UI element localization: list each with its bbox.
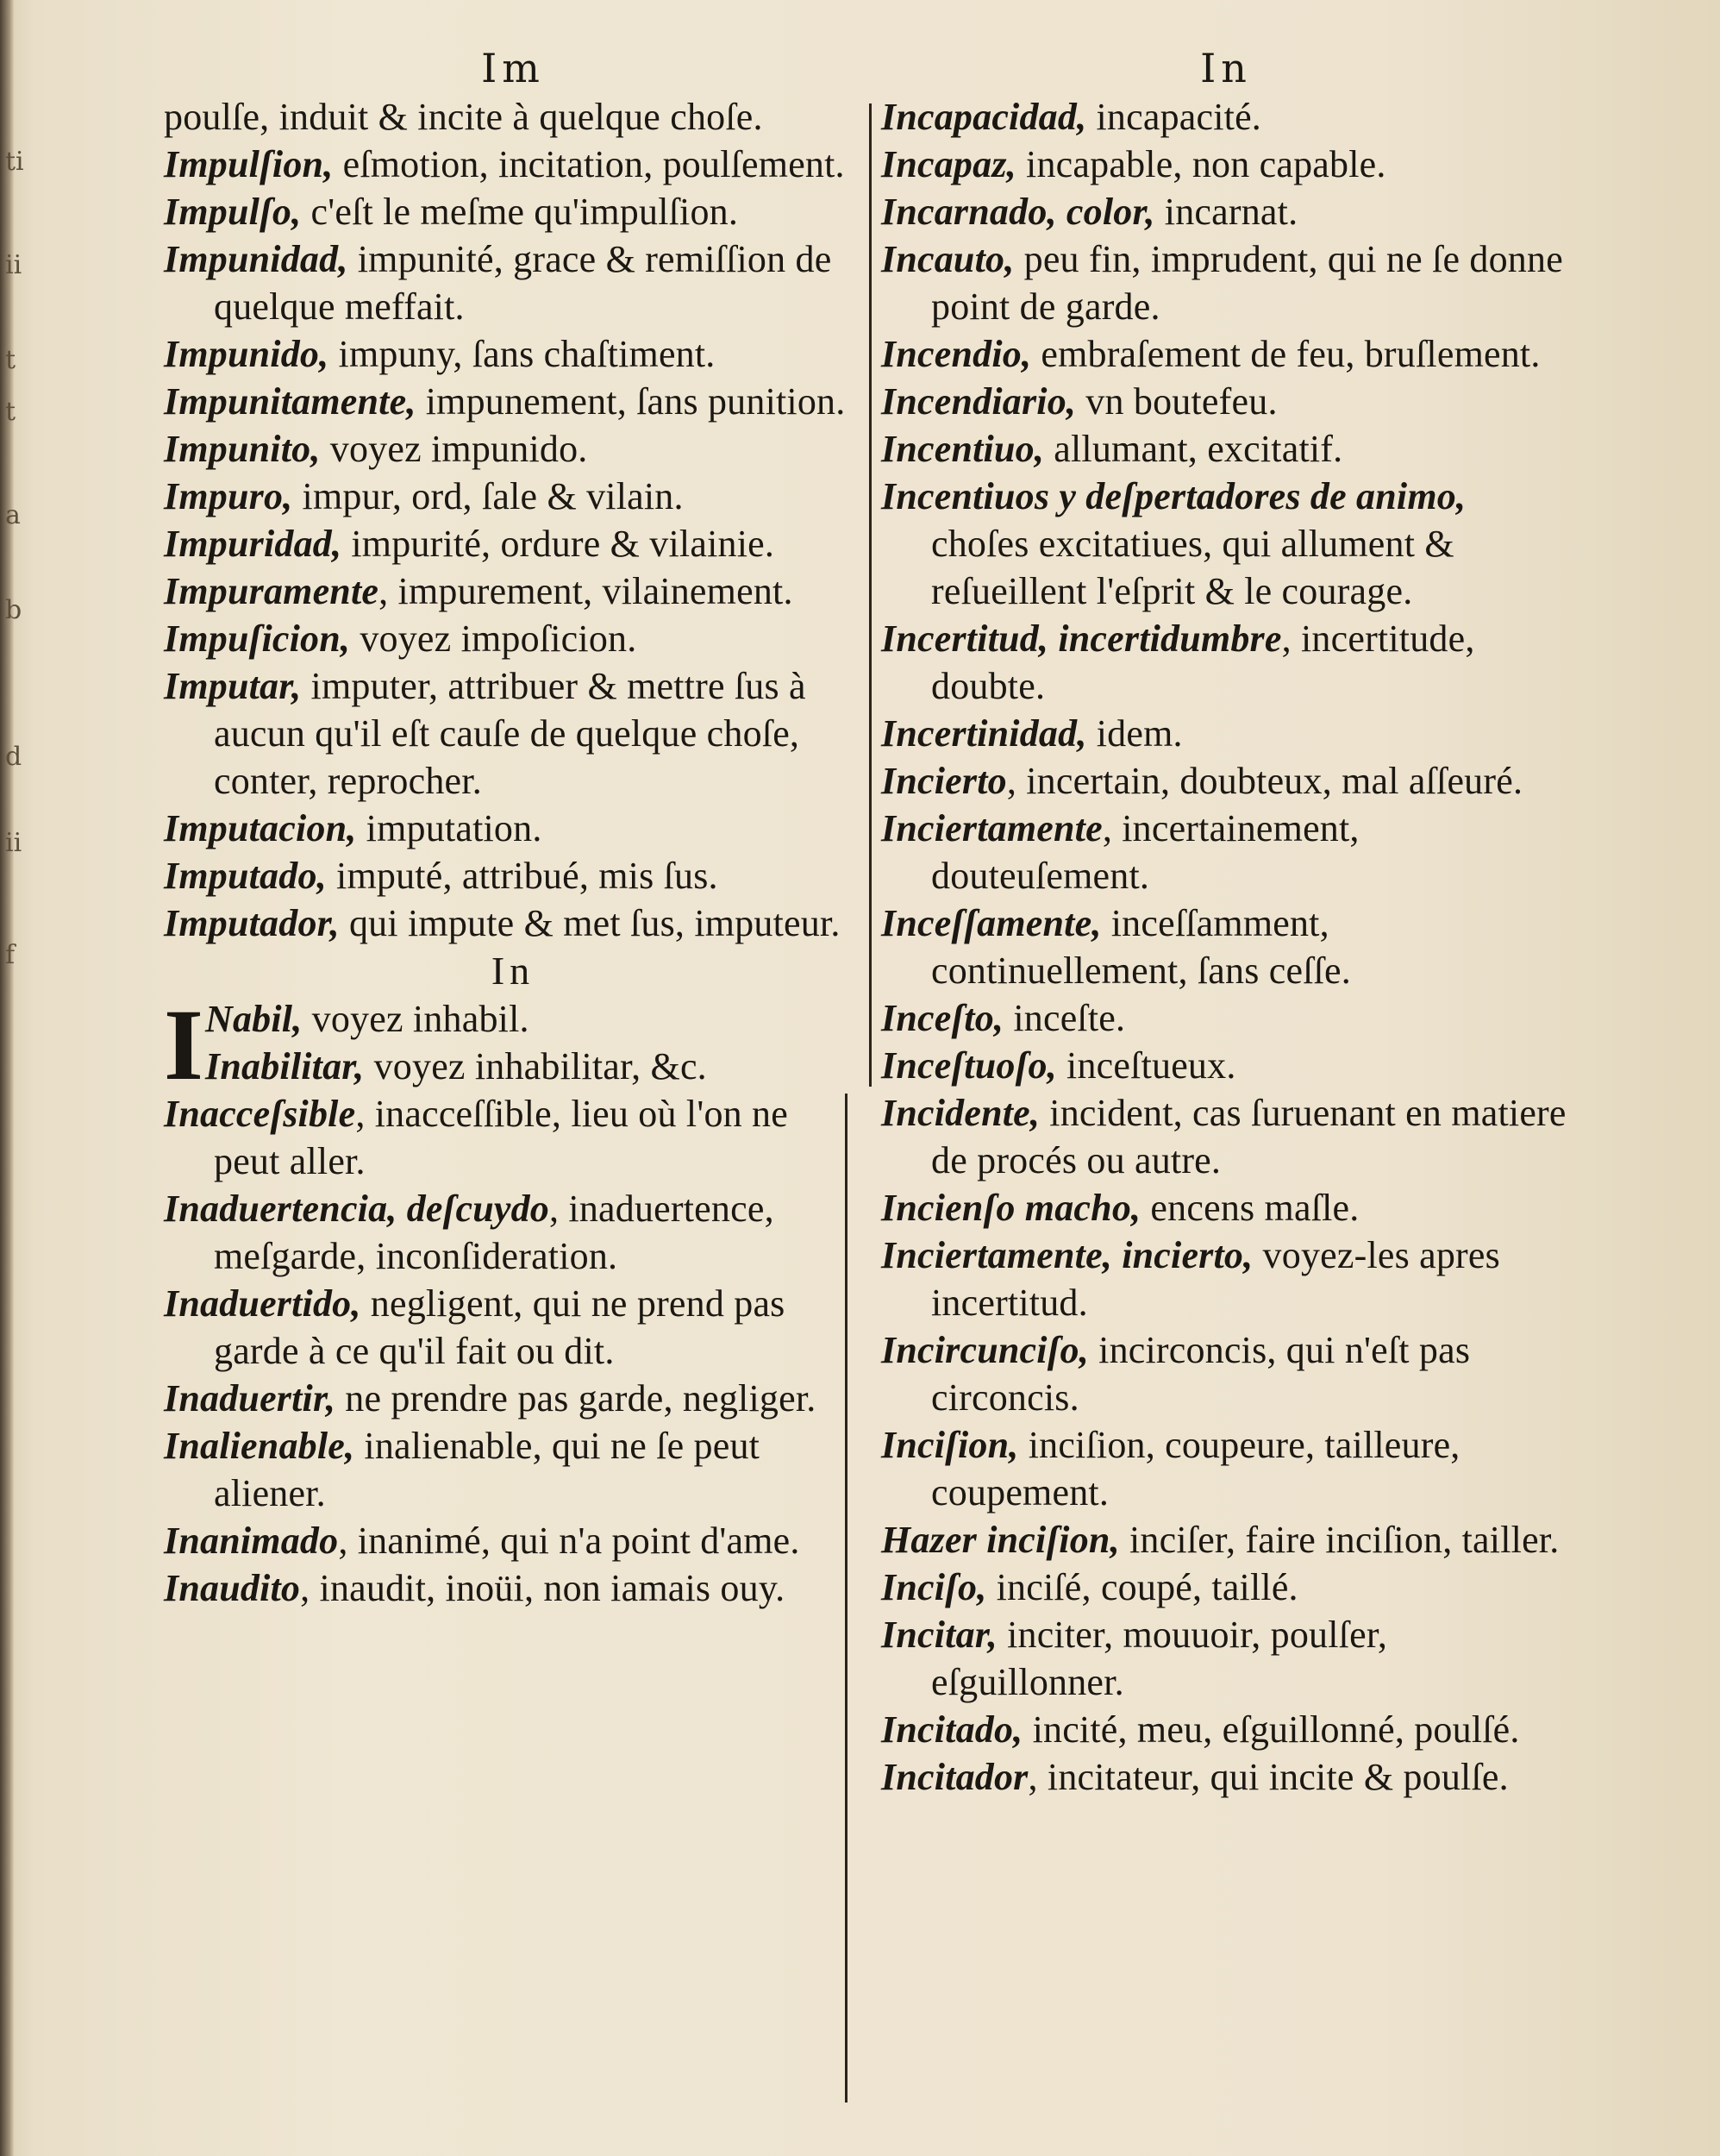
entry-headword: Impulſo, (164, 191, 302, 233)
entry-definition: inalienable, qui ne ſe peut aliener. (214, 1425, 760, 1514)
left-running-head: Im (481, 45, 545, 91)
dictionary-entry (881, 425, 1571, 473)
entry-headword: Inciſion, (881, 1424, 1019, 1466)
entry-definition: impunité, grace & remiſſion de quelque meffait. (214, 238, 832, 328)
entry-definition: imputer, attribuer & mettre ſus à aucun qu'il eſt cauſe de quelque choſe, conter, reprocher. (214, 665, 806, 802)
dictionary-entry (164, 141, 862, 188)
bleed-fragment: a (5, 500, 21, 530)
bleed-fragment: ii (5, 828, 22, 858)
entry-headword: Incertinidad, (881, 712, 1087, 755)
entry-headword: Incitado, (881, 1708, 1023, 1751)
dictionary-entry (164, 1280, 862, 1375)
entry-definition: impurité, ordure & vilainie. (341, 523, 775, 565)
entry-definition: allumant, excitatif. (1044, 428, 1343, 470)
bleed-fragment: f (5, 940, 16, 970)
entry-headword: Incentiuos y deſpertadores de animo, (881, 475, 1467, 517)
dictionary-entry (164, 1185, 862, 1280)
left-entries-im (164, 93, 862, 947)
entry-definition: voyez inhabilitar, &c. (364, 1045, 707, 1087)
entry-definition: , incertitude, doubte. (931, 617, 1475, 707)
dropcap-block (164, 988, 862, 1101)
entry-definition: , inaduertence, meſgarde, inconſideration. (214, 1188, 774, 1277)
entry-headword: Impunidad, (164, 238, 348, 280)
right-column (881, 43, 1571, 1801)
dictionary-entry (164, 615, 862, 662)
dictionary-entry (881, 1089, 1571, 1184)
entry-definition: eſmotion, incitation, poulſement. (333, 143, 845, 185)
entry-headword: Inaudito (164, 1567, 301, 1609)
dictionary-entry (164, 330, 862, 378)
dictionary-entry (881, 757, 1571, 805)
entry-headword: Inaduertido, (164, 1282, 361, 1325)
section-heading-in: In (491, 949, 535, 993)
entry-headword: Incitador (881, 1756, 1029, 1798)
dictionary-entry (164, 520, 862, 567)
dropcap-entries (164, 988, 862, 1101)
entry-headword: Imputacion, (164, 807, 357, 849)
entry-definition: encens maſle. (1141, 1187, 1360, 1229)
dictionary-entry (164, 1043, 862, 1090)
dictionary-entry (164, 899, 862, 947)
entry-definition: choſes excitatiues, qui allument & reſueillent l'eſprit & le courage. (931, 523, 1454, 612)
entry-headword: Impunitamente, (164, 380, 416, 423)
entry-headword: Incertitud, incertidumbre (881, 617, 1282, 660)
dictionary-entry (164, 188, 862, 235)
entry-headword: Impuridad, (164, 523, 342, 565)
entry-headword: Imputado, (164, 855, 327, 897)
dictionary-entry (881, 1753, 1571, 1801)
entry-definition: , inaudit, inoüi, non iamais ouy. (300, 1567, 785, 1609)
bleed-fragment: ti (5, 147, 24, 177)
entry-definition: impuny, ſans chaſtiment. (328, 333, 716, 375)
entry-definition: impunement, ſans punition. (416, 380, 846, 423)
left-entries-in (164, 1090, 862, 1612)
entry-definition: c'eſt le meſme qu'impulſion. (301, 191, 739, 233)
entry-headword: Imputador, (164, 902, 340, 944)
entry-definition: inciſé, coupé, taillé. (986, 1566, 1298, 1608)
dictionary-entry (881, 1706, 1571, 1753)
entry-definition: inciſion, coupeure, tailleure, coupement. (931, 1424, 1460, 1514)
entry-definition: , incitateur, qui incite & poulſe. (1028, 1756, 1509, 1798)
entry-definition: negligent, qui ne prend pas garde à ce qu'il fait ou dit. (214, 1282, 785, 1372)
entry-definition: , incertain, doubteux, mal aſſeuré. (1006, 760, 1523, 802)
drop-capital: I (164, 988, 203, 1101)
entry-headword: Inalienable, (164, 1425, 355, 1467)
dictionary-entry (164, 662, 862, 805)
dictionary-entry (164, 852, 862, 899)
entry-headword: Incidente, (881, 1092, 1041, 1134)
dictionary-entry (881, 899, 1571, 994)
entry-headword: Incendiario, (881, 380, 1077, 423)
entry-headword: Inaduertencia, deſcuydo (164, 1188, 550, 1230)
entry-definition: incarnat. (1154, 191, 1298, 233)
dictionary-entry (164, 473, 862, 520)
entry-definition: ne prendre pas garde, negliger. (335, 1377, 816, 1420)
dictionary-entry (881, 994, 1571, 1042)
entry-headword: Incitar, (881, 1614, 998, 1656)
dictionary-entry (164, 235, 862, 330)
entry-headword: Incierto (881, 760, 1007, 802)
entry-definition: , inanimé, qui n'a point d'ame. (338, 1520, 800, 1562)
entry-headword: Incendio, (881, 333, 1032, 375)
entry-headword: Inacceſsible (164, 1093, 356, 1135)
entry-definition: inceſte. (1004, 997, 1126, 1039)
dictionary-entry (881, 330, 1571, 378)
entry-definition: peu fin, imprudent, qui ne ſe donne point de garde. (931, 238, 1563, 328)
entry-definition: imputation. (356, 807, 542, 849)
dictionary-entry (881, 93, 1571, 141)
entry-definition: idem. (1086, 712, 1183, 755)
dictionary-entry (164, 995, 862, 1043)
entry-headword: Incapacidad, (881, 96, 1087, 138)
dictionary-entry (881, 1516, 1571, 1564)
dictionary-entry (164, 1517, 862, 1564)
entry-headword: Inceſto, (881, 997, 1004, 1039)
entry-definition: incapacité. (1086, 96, 1262, 138)
entry-headword: Inciertamente, incierto, (881, 1234, 1254, 1276)
dictionary-entry (881, 235, 1571, 330)
entry-definition: voyez inhabil. (302, 998, 529, 1040)
entry-headword: Inciſo, (881, 1566, 987, 1608)
dictionary-entry (881, 1326, 1571, 1421)
dictionary-entry (164, 1090, 862, 1185)
dictionary-entry (164, 425, 862, 473)
entry-definition: inceſtueux. (1056, 1044, 1236, 1087)
entry-definition: incité, meu, eſguillonné, poulſé. (1023, 1708, 1520, 1751)
dictionary-entry (881, 1184, 1571, 1232)
entry-headword: Inaduertir, (164, 1377, 336, 1420)
dictionary-entry (164, 1422, 862, 1517)
dictionary-entry (164, 93, 862, 141)
entry-headword: Incapaz, (881, 143, 1016, 185)
entry-definition: voyez impoſicion. (350, 617, 637, 660)
entry-headword: Impuro, (164, 475, 293, 517)
dictionary-entry (881, 1042, 1571, 1089)
dictionary-entry (881, 141, 1571, 188)
page-gutter-shadow (0, 0, 14, 2156)
dictionary-entry (881, 188, 1571, 235)
entry-headword: Incircunciſo, (881, 1329, 1089, 1371)
entry-headword: Inabilitar, (205, 1045, 365, 1087)
entry-definition: voyez-les apres incertitud. (931, 1234, 1500, 1324)
entry-headword: Incauto, (881, 238, 1015, 280)
bleed-fragment: t (5, 397, 16, 427)
entry-definition: inceſſamment, continuellement, ſans ceſſe. (931, 902, 1351, 992)
entry-definition: incirconcis, qui n'eſt pas circoncis. (931, 1329, 1471, 1419)
dictionary-entry (881, 615, 1571, 710)
bleed-fragment: d (5, 742, 22, 772)
entry-headword: Inceſſamente, (881, 902, 1102, 944)
entry-definition: poulſe, induit & incite à quelque choſe. (164, 96, 763, 138)
entry-headword: Impuramente (164, 570, 379, 612)
dictionary-entry (881, 1232, 1571, 1326)
entry-headword: Inceſtuoſo, (881, 1044, 1057, 1087)
right-entries (881, 93, 1571, 1801)
bleed-fragment: ii (5, 250, 22, 280)
entry-headword: Incentiuo, (881, 428, 1045, 470)
entry-definition: qui impute & met ſus, imputeur. (339, 902, 841, 944)
entry-headword: Impunito, (164, 428, 321, 470)
entry-definition: inciter, mouuoir, poulſer, eſguillonner. (931, 1614, 1388, 1703)
entry-headword: Inanimado (164, 1520, 339, 1562)
dictionary-entry (881, 1611, 1571, 1706)
entry-definition: , incertainement, douteuſement. (931, 807, 1360, 897)
entry-definition: incapable, non capable. (1016, 143, 1386, 185)
entry-headword: Inciertamente (881, 807, 1103, 849)
dictionary-entry (164, 805, 862, 852)
entry-definition: embraſement de feu, bruſlement. (1031, 333, 1541, 375)
entry-definition: imputé, attribué, mis ſus. (326, 855, 718, 897)
left-column (164, 43, 862, 1612)
bleed-fragment: b (5, 595, 22, 625)
entry-headword: Impunido, (164, 333, 329, 375)
dictionary-entry (164, 378, 862, 425)
entry-definition: vn boutefeu. (1076, 380, 1278, 423)
dictionary-entry (881, 805, 1571, 899)
entry-headword: Impuſicion, (164, 617, 351, 660)
dictionary-entry (881, 473, 1571, 615)
dictionary-entry (164, 1375, 862, 1422)
entry-headword: Hazer inciſion, (881, 1519, 1120, 1561)
entry-headword: Nabil, (205, 998, 303, 1040)
dictionary-entry (881, 1564, 1571, 1611)
column-divider-top (869, 103, 872, 1087)
entry-definition: inciſer, faire inciſion, tailler. (1119, 1519, 1560, 1561)
entry-definition: incident, cas ſuruenant en matiere de procés ou autre. (931, 1092, 1567, 1181)
dictionary-entry (881, 378, 1571, 425)
dictionary-entry (164, 567, 862, 615)
entry-headword: Imputar, (164, 665, 302, 707)
entry-definition: , impurement, vilainement. (378, 570, 793, 612)
dictionary-entry (881, 1421, 1571, 1516)
entry-definition: voyez impunido. (320, 428, 588, 470)
entry-definition: , inacceſſible, lieu où l'on ne peut aller. (214, 1093, 788, 1182)
entry-headword: Impulſion, (164, 143, 334, 185)
dictionary-entry (164, 1564, 862, 1612)
right-running-head: In (1200, 45, 1252, 91)
dictionary-entry (881, 710, 1571, 757)
bleed-fragment: t (5, 345, 16, 375)
entry-definition: impur, ord, ſale & vilain. (292, 475, 684, 517)
entry-headword: Incarnado, color, (881, 191, 1155, 233)
entry-headword: Incienſo macho, (881, 1187, 1141, 1229)
